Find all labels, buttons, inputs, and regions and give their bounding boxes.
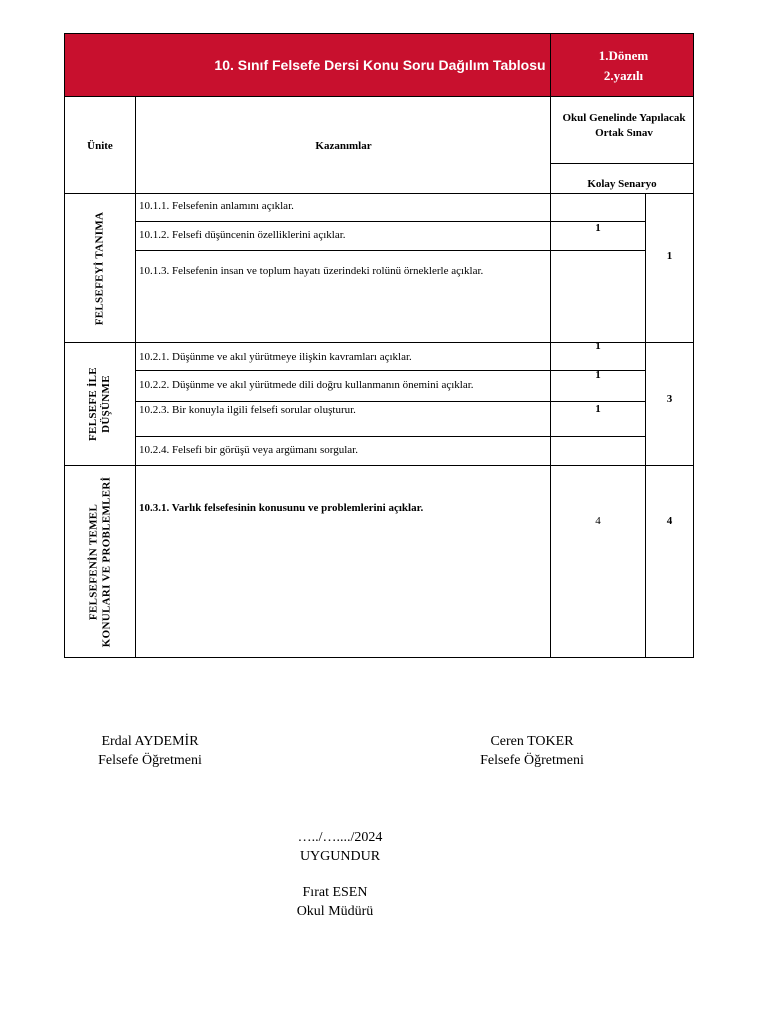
outcome-item: 10.2.3. Bir konuyla ilgili felsefi sorular oluşturur. [139,404,356,416]
unit-name-line: FELSEFE İLE [87,367,100,441]
distribution-table [64,33,694,658]
approval-date: …../…..../2024 [297,830,383,845]
unit-total: 4 [666,515,673,527]
table-title: 10. Sınıf Felsefe Dersi Konu Soru Dağılım Tablosu [214,57,546,73]
row-divider [65,96,693,97]
teacher1-title: Felsefe Öğretmeni [98,753,202,768]
question-count: 1 [595,222,601,234]
outcomes-column-header: Kazanımlar [315,140,372,152]
unit-name: FELSEFEYİ TANIMA [93,211,106,325]
row-divider [135,436,645,437]
teacher1-signature [60,732,240,770]
col-divider [135,96,136,657]
term-label [552,46,695,86]
unit-total: 3 [666,393,673,405]
exam-text: 2.yazılı [603,68,644,83]
col-divider [645,193,646,657]
unit-column-header: Ünite [87,140,113,152]
approval-text: UYGUNDUR [299,849,381,864]
unit-total: 1 [666,250,673,262]
outcome-item: 10.2.1. Düşünme ve akıl yürütmeye ilişkin kavramları açıklar. [139,351,412,363]
exam-type-header: Okul Genelinde Yapılacak Ortak Sınav [562,112,686,139]
principal-title: Okul Müdürü [296,904,374,919]
unit-name-line: KONULARI VE PROBLEMLERİ [100,476,112,647]
scenario-header: Kolay Senaryo [587,178,657,190]
outcome-item: 10.1.2. Felsefi düşüncenin özelliklerini açıklar. [139,229,346,241]
row-divider [550,163,693,164]
principal-name: Fırat ESEN [302,885,368,900]
unit-name [87,367,113,441]
row-divider [65,193,693,194]
unit-name-line: FELSEFENİN TEMEL [87,503,99,620]
outcome-item: 10.1.1. Felsefenin anlamını açıklar. [139,200,294,212]
unit-name [87,476,113,647]
teacher2-name: Ceren TOKER [490,734,574,749]
outcome-item: 10.3.1. Varlık felsefesinin konusunu ve problemlerini açıklar. [139,502,424,514]
question-count: 1 [595,340,601,352]
question-count: 1 [595,369,601,381]
unit-cell [65,466,135,657]
row-divider [135,401,645,402]
outcome-item: 10.2.4. Felsefi bir görüşü veya argümanı sorgular. [139,444,358,456]
unit-cell [65,343,135,465]
term-text: 1.Dönem [598,48,649,63]
approval-block [250,828,430,866]
question-count: 1 [595,403,601,415]
teacher1-name: Erdal AYDEMİR [101,734,199,749]
row-divider [135,250,645,251]
question-count: 4 [595,515,601,527]
outcome-item: 10.1.3. Felsefenin insan ve toplum hayatı üzerindeki rolünü örneklerle açıklar. [139,265,484,277]
teacher2-title: Felsefe Öğretmeni [480,753,584,768]
teacher2-signature [442,732,622,770]
unit-cell [65,194,135,342]
unit-name-line: DÜŞÜNME [100,375,113,433]
principal-signature [245,883,425,921]
row-divider [65,465,693,466]
outcome-item: 10.2.2. Düşünme ve akıl yürütmede dili doğru kullanmanın önemini açıklar. [139,379,474,391]
